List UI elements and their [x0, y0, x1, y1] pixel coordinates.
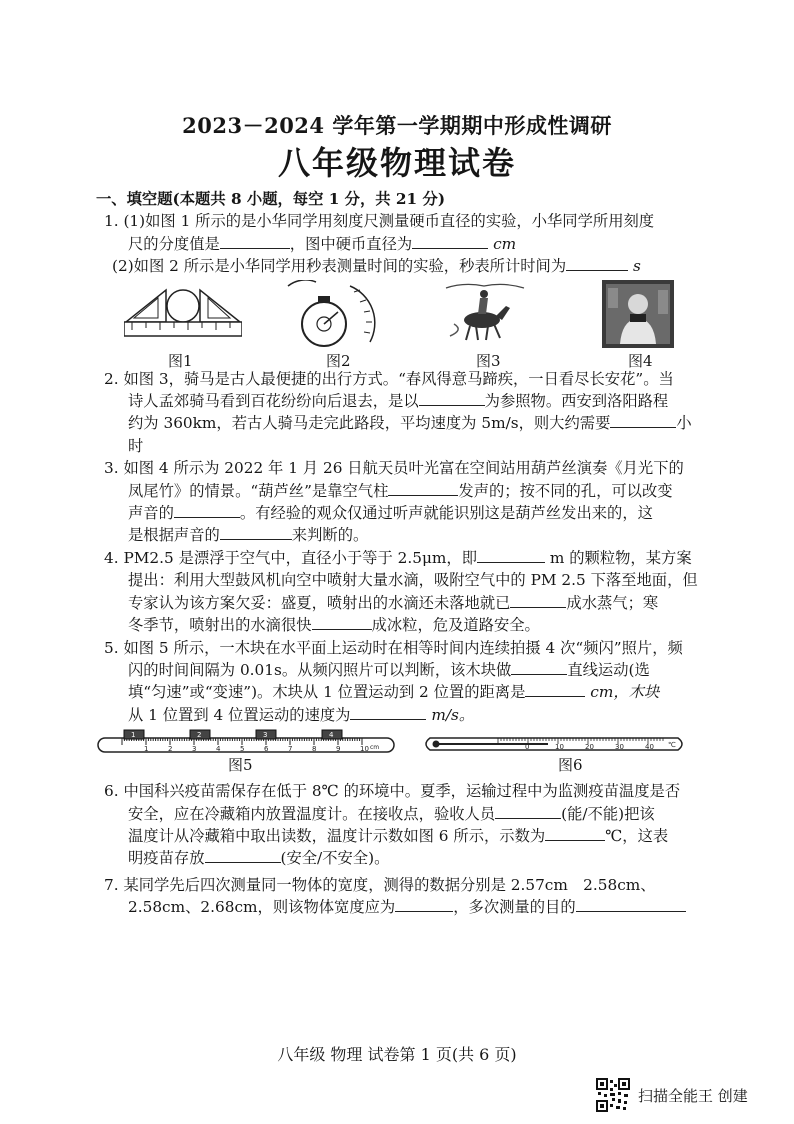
page-footer: 八年级 物理 试卷第 1 页(共 6 页) — [277, 1045, 517, 1064]
q6-line3 — [104, 825, 704, 847]
q3-line2 — [104, 480, 704, 502]
q4-text: 4. PM2.5 是漂浮于空气中，直径小于等于 2.5μm，即 — [104, 548, 477, 567]
answer-blank[interactable] — [610, 413, 676, 428]
q6-text: ℃，这表 — [605, 826, 669, 845]
ruler5-tick-label: 3 — [192, 745, 197, 754]
thermo-tick-label: 20 — [585, 743, 594, 752]
q1-line1: 1. (1)如图 1 所示的是小华同学用刻度尺测量硬币直径的实验，小华同学所用刻度 — [104, 212, 655, 231]
question-1 — [104, 210, 704, 277]
q7-line1: 7. 某同学先后四次测量同一物体的宽度，测得的数据分别是 2.57cm 2.58cm、 — [104, 875, 656, 894]
answer-blank[interactable] — [511, 660, 567, 675]
figure-row-5-6 — [104, 728, 704, 775]
question-2 — [104, 368, 704, 458]
q5-text: 从 1 位置到 4 位置运动的速度为 — [128, 705, 351, 724]
q5-line1: 5. 如图 5 所示，一木块在水平面上运动时在相等时间内连续拍摄 4 次“频闪”照片，频 — [104, 638, 683, 657]
question-4 — [104, 547, 704, 637]
q3-text: 来判断的。 — [291, 526, 369, 545]
q5-line3 — [104, 681, 704, 703]
unit-text: cm — [493, 234, 517, 253]
q1-line3 — [104, 255, 704, 277]
q2-text: 为参照物。西安到洛阳路程 — [484, 392, 669, 411]
thermo-tick-label: 30 — [615, 743, 624, 752]
q4-line1 — [104, 547, 704, 569]
ruler5-tick-label: 4 — [216, 745, 221, 754]
q2-text: 约为 360km，若古人骑马走完此路段，平均速度为 5m/s，则大约需要 — [128, 414, 611, 433]
wood-block-label: 1 — [131, 731, 136, 740]
figure-6-caption: 图6 — [558, 756, 583, 775]
q7-text: ，多次测量的目的 — [453, 898, 576, 917]
ruler5-tick-label: 9 — [336, 745, 341, 754]
thermo-tick-label: 0 — [525, 743, 530, 752]
q6-text: 安全，应在冷藏箱内放置温度计。在接收点，验收人员 — [128, 804, 496, 823]
wood-block-label: 4 — [329, 731, 334, 740]
figure-6-thermometer — [420, 732, 688, 756]
q4-text: 成水蒸气；寒 — [566, 593, 659, 612]
q5-line4 — [104, 704, 704, 726]
q7-text: 2.58cm、2.68cm，则该物体宽度应为 — [128, 898, 396, 917]
answer-blank[interactable] — [525, 682, 585, 697]
section-heading: 一、填空题(本题共 8 小题，每空 1 分，共 21 分) — [96, 190, 446, 208]
q4-text: 冬季节，喷射出的水滴很快 — [128, 616, 312, 635]
answer-blank[interactable] — [412, 234, 488, 249]
answer-blank[interactable] — [220, 234, 290, 249]
q4-text: m 的颗粒物，某方案 — [549, 548, 692, 567]
q1-text: (2)如图 2 所示是小华同学用秒表测量时间的实验，秒表所计时间为 — [112, 257, 567, 276]
q6-text: 明疫苗存放 — [128, 849, 205, 868]
q3-line1: 3. 如图 4 所示为 2022 年 1 月 26 日航天员叶光富在空间站用葫芦丝演奏《月光下的 — [104, 459, 684, 478]
answer-blank[interactable] — [576, 897, 686, 912]
exam-content — [96, 188, 704, 919]
ruler5-tick-label: 5 — [240, 745, 245, 754]
q1-text: 尺的分度值是 — [128, 234, 220, 253]
answer-blank[interactable] — [350, 705, 426, 720]
q5-line2 — [104, 659, 704, 681]
figure-4-astronaut-photo — [602, 280, 674, 348]
q7-line2 — [104, 896, 704, 918]
q4-text: 成冰粒，危及道路安全。 — [371, 616, 540, 635]
figure-1-ruler-coin — [124, 280, 242, 348]
answer-blank[interactable] — [174, 503, 240, 518]
ruler5-tick-label: 6 — [264, 745, 269, 754]
ruler5-tick-label: 10 — [360, 745, 369, 754]
q6-text: (安全/不安全)。 — [280, 849, 390, 868]
thermo-tick-label: 10 — [555, 743, 564, 752]
exam-header-line: 2023－2024 学年第一学期期中形成性调研 — [182, 113, 612, 138]
figure-3-caption: 图3 — [476, 351, 501, 370]
q6-line4 — [104, 847, 704, 869]
q4-line3 — [104, 592, 704, 614]
question-6 — [104, 780, 704, 870]
answer-blank[interactable] — [495, 804, 561, 819]
q2-line1: 2. 如图 3，骑马是古人最便捷的出行方式。“春风得意马蹄疾，一日看尽长安花”。当 — [104, 369, 674, 388]
qr-code-icon — [596, 1078, 630, 1112]
question-5 — [104, 637, 704, 727]
figure-4-caption: 图4 — [628, 351, 653, 370]
q2-line3 — [104, 412, 704, 457]
q1-text: ，图中硬币直径为 — [289, 234, 413, 253]
q2-line2 — [104, 390, 704, 412]
answer-blank[interactable] — [205, 848, 281, 863]
q4-line4 — [104, 614, 704, 636]
q3-text: 凤尾竹》的情景。“葫芦丝”是靠空气柱 — [128, 481, 389, 500]
answer-blank[interactable] — [510, 593, 566, 608]
thermo-tick-label: 40 — [645, 743, 654, 752]
q3-line3 — [104, 502, 704, 524]
q2-text: 诗人孟郊骑马看到百花纷纷向后退去，是以 — [128, 392, 419, 411]
ruler5-unit: cm — [370, 744, 380, 752]
q4-line2: 提出：利用大型鼓风机向空中喷射大量水滴，吸附空气中的 PM 2.5 下落至地面，但 — [128, 571, 698, 590]
q3-text: 声音的 — [128, 504, 174, 523]
figure-2-stopwatch — [280, 280, 390, 348]
q6-line1: 6. 中国科兴疫苗需保存在低于 8℃ 的环境中。夏季，运输过程中为监测疫苗温度是否 — [104, 782, 681, 801]
scanner-watermark — [596, 1078, 748, 1112]
q2-text: 小时 — [128, 414, 692, 455]
wood-block-label: 2 — [197, 731, 202, 740]
question-3 — [104, 457, 704, 547]
question-7 — [104, 874, 704, 919]
q6-line2 — [104, 803, 704, 825]
q5-text: m/s。 — [431, 705, 475, 724]
answer-blank[interactable] — [395, 897, 453, 912]
q5-text: cm，木块 — [590, 683, 660, 702]
figure-1-caption: 图1 — [168, 351, 193, 370]
q6-text: 温度计从冷藏箱中取出读数，温度计示数如图 6 所示，示数为 — [128, 826, 546, 845]
q5-text: 闪的时间间隔为 0.01s。从频闪照片可以判断，该木块做 — [128, 660, 512, 679]
answer-blank[interactable] — [419, 391, 485, 406]
q4-text: 专家认为该方案欠妥：盛夏，喷射出的水滴还未落地就已 — [128, 593, 511, 612]
figure-5-caption: 图5 — [228, 756, 253, 775]
figure-row-1-4 — [104, 280, 704, 368]
thermo-unit: ℃ — [668, 741, 676, 750]
ruler5-tick-label: 8 — [312, 745, 317, 754]
figure-3-horse-rider — [444, 280, 526, 346]
exam-title: 八年级物理试卷 — [277, 144, 516, 182]
answer-blank[interactable] — [545, 826, 605, 841]
ruler5-tick-label: 1 — [144, 745, 149, 754]
answer-blank[interactable] — [312, 615, 372, 630]
q5-text: 直线运动(选 — [567, 660, 650, 679]
unit-text: s — [633, 257, 641, 276]
figure-2-caption: 图2 — [326, 351, 351, 370]
answer-blank[interactable] — [566, 256, 628, 271]
q6-text: (能/不能)把该 — [561, 804, 655, 823]
wood-block-label: 3 — [263, 731, 268, 740]
ruler5-tick-label: 2 — [168, 745, 173, 754]
q3-text: 是根据声音的 — [128, 526, 220, 545]
answer-blank[interactable] — [477, 548, 545, 563]
answer-blank[interactable] — [388, 481, 458, 496]
q5-text: 填“匀速”或“变速”)。木块从 1 位置运动到 2 位置的距离是 — [128, 683, 526, 702]
q3-text: 。有经验的观众仅通过听声就能识别这是葫芦丝发出来的，这 — [239, 504, 653, 523]
answer-blank[interactable] — [220, 525, 292, 540]
scanner-text: 扫描全能王 创建 — [638, 1086, 748, 1105]
q3-line4 — [104, 524, 704, 546]
q3-text: 发声的；按不同的孔，可以改变 — [458, 481, 673, 500]
ruler5-tick-label: 7 — [288, 745, 293, 754]
q1-line2 — [104, 233, 704, 255]
